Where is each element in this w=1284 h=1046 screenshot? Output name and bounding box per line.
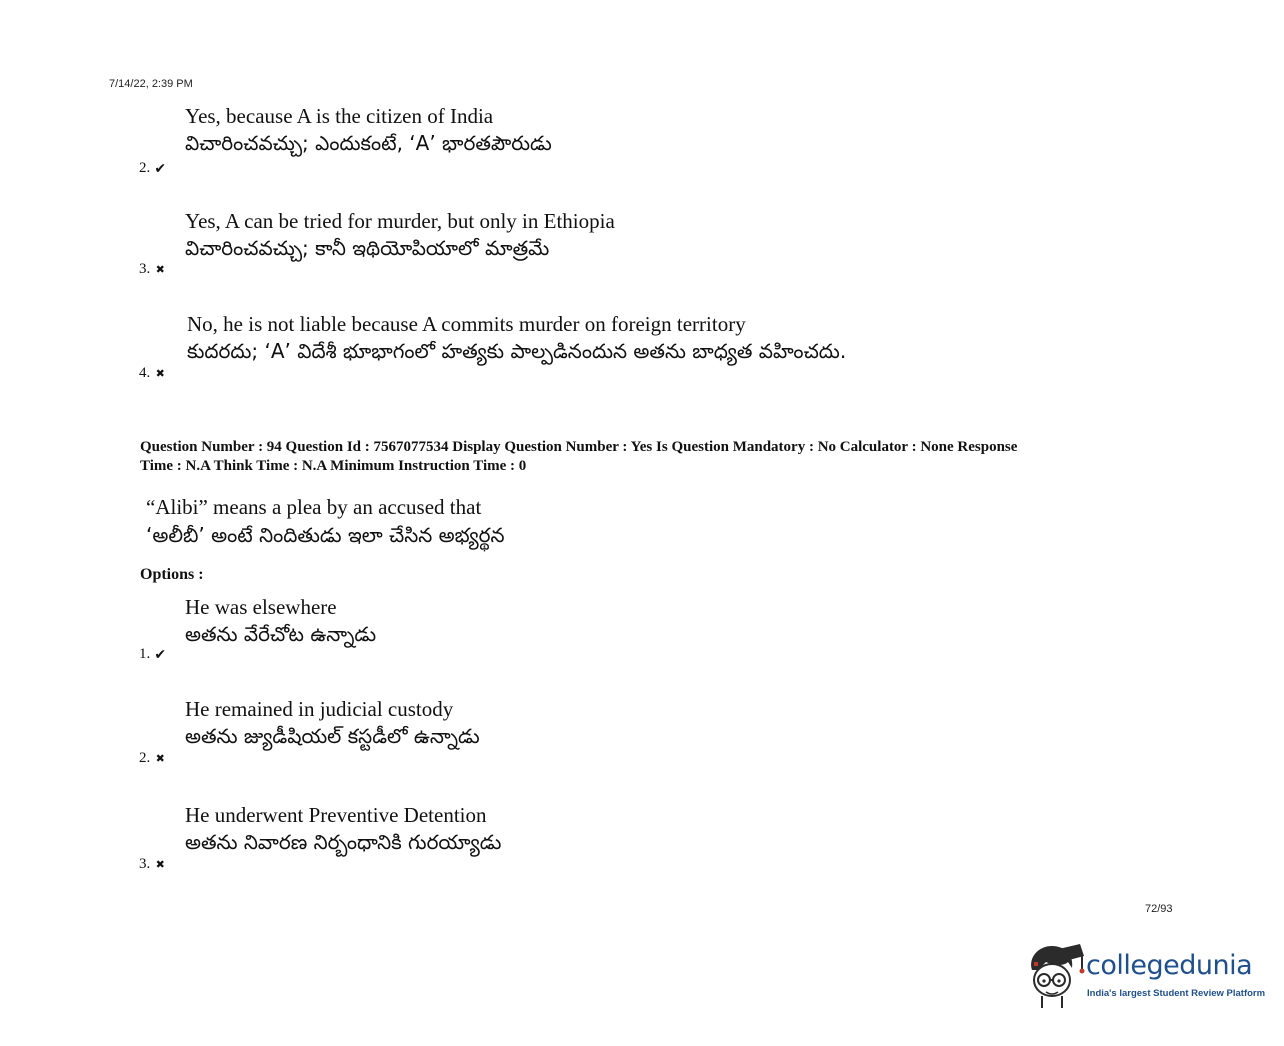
cross-icon: ✖ — [155, 752, 165, 765]
question-meta — [140, 438, 1170, 476]
question-text-en: “Alibi” means a plea by an accused that — [146, 495, 482, 519]
option-text-te: అతను నివారణ నిర్బంధానికి గురయ్యాడు — [185, 830, 502, 854]
prev-option-4-number — [139, 365, 167, 382]
prev-option-3 — [185, 208, 615, 262]
option-3 — [185, 802, 501, 856]
option-text-en: He was elsewhere — [185, 595, 337, 619]
prev-option-2-number — [139, 160, 167, 177]
option-2-number — [139, 750, 167, 767]
option-text-en: Yes, A can be tried for murder, but only in Ethiopia — [185, 209, 615, 233]
page-number: 72/93 — [1145, 903, 1173, 915]
check-icon: ✔ — [154, 160, 167, 177]
option-number: 3. — [139, 856, 151, 872]
option-1 — [185, 594, 376, 648]
option-number: 2. — [139, 160, 151, 176]
question-meta-line2: Time : N.A Think Time : N.A Minimum Instruction Time : 0 — [140, 458, 527, 474]
mascot-graduation-cap-icon — [1024, 940, 1086, 1010]
option-text-te: కుదరదు; ‘A’ విదేశీ భూభాగంలో హత్యకు పాల్పడినందున అతను బాధ్యత వహించదు. — [187, 339, 847, 363]
option-text-te: అతను వేరేచోట ఉన్నాడు — [185, 622, 377, 646]
option-text-en: No, he is not liable because A commits murder on foreign territory — [187, 312, 746, 336]
option-text-te: అతను జ్యుడీషియల్ కస్టడీలో ఉన్నాడు — [185, 724, 480, 748]
option-3-number — [139, 856, 167, 873]
option-text-en: He underwent Preventive Detention — [185, 803, 487, 827]
cross-icon: ✖ — [155, 367, 165, 380]
question-text-te: ‘అలీబీ’ అంటే నిందితుడు ఇలా చేసిన అభ్యర్థన — [146, 523, 505, 547]
print-timestamp: 7/14/22, 2:39 PM — [109, 78, 193, 90]
option-text-te: విచారించవచ్చు; ఎందుకంటే, ‘A’ భారతపౌరుడు — [185, 131, 552, 155]
question-meta-line1: Question Number : 94 Question Id : 7567077534 Display Question Number : Yes Is Question Mandatory : No Calculator : None Response — [140, 439, 1018, 455]
option-number: 2. — [139, 750, 151, 766]
option-text-te: విచారించవచ్చు; కానీ ఇథియోపియాలో మాత్రమే — [185, 236, 550, 260]
brand-tagline: India's largest Student Review Platform — [1087, 988, 1266, 999]
options-label: Options : — [140, 566, 204, 583]
prev-option-2 — [185, 103, 552, 157]
option-2 — [185, 696, 480, 750]
option-number: 4. — [139, 365, 151, 381]
cross-icon: ✖ — [155, 263, 165, 276]
question-text — [146, 494, 505, 549]
check-icon: ✔ — [154, 646, 167, 663]
option-text-en: He remained in judicial custody — [185, 697, 454, 721]
option-text-en: Yes, because A is the citizen of India — [185, 104, 494, 128]
brand-name: collegedunia — [1086, 950, 1253, 981]
prev-option-4 — [187, 311, 846, 365]
option-number: 3. — [139, 261, 151, 277]
option-number: 1. — [139, 646, 151, 662]
cross-icon: ✖ — [155, 858, 165, 871]
option-1-number — [139, 646, 167, 663]
prev-option-3-number — [139, 261, 167, 278]
